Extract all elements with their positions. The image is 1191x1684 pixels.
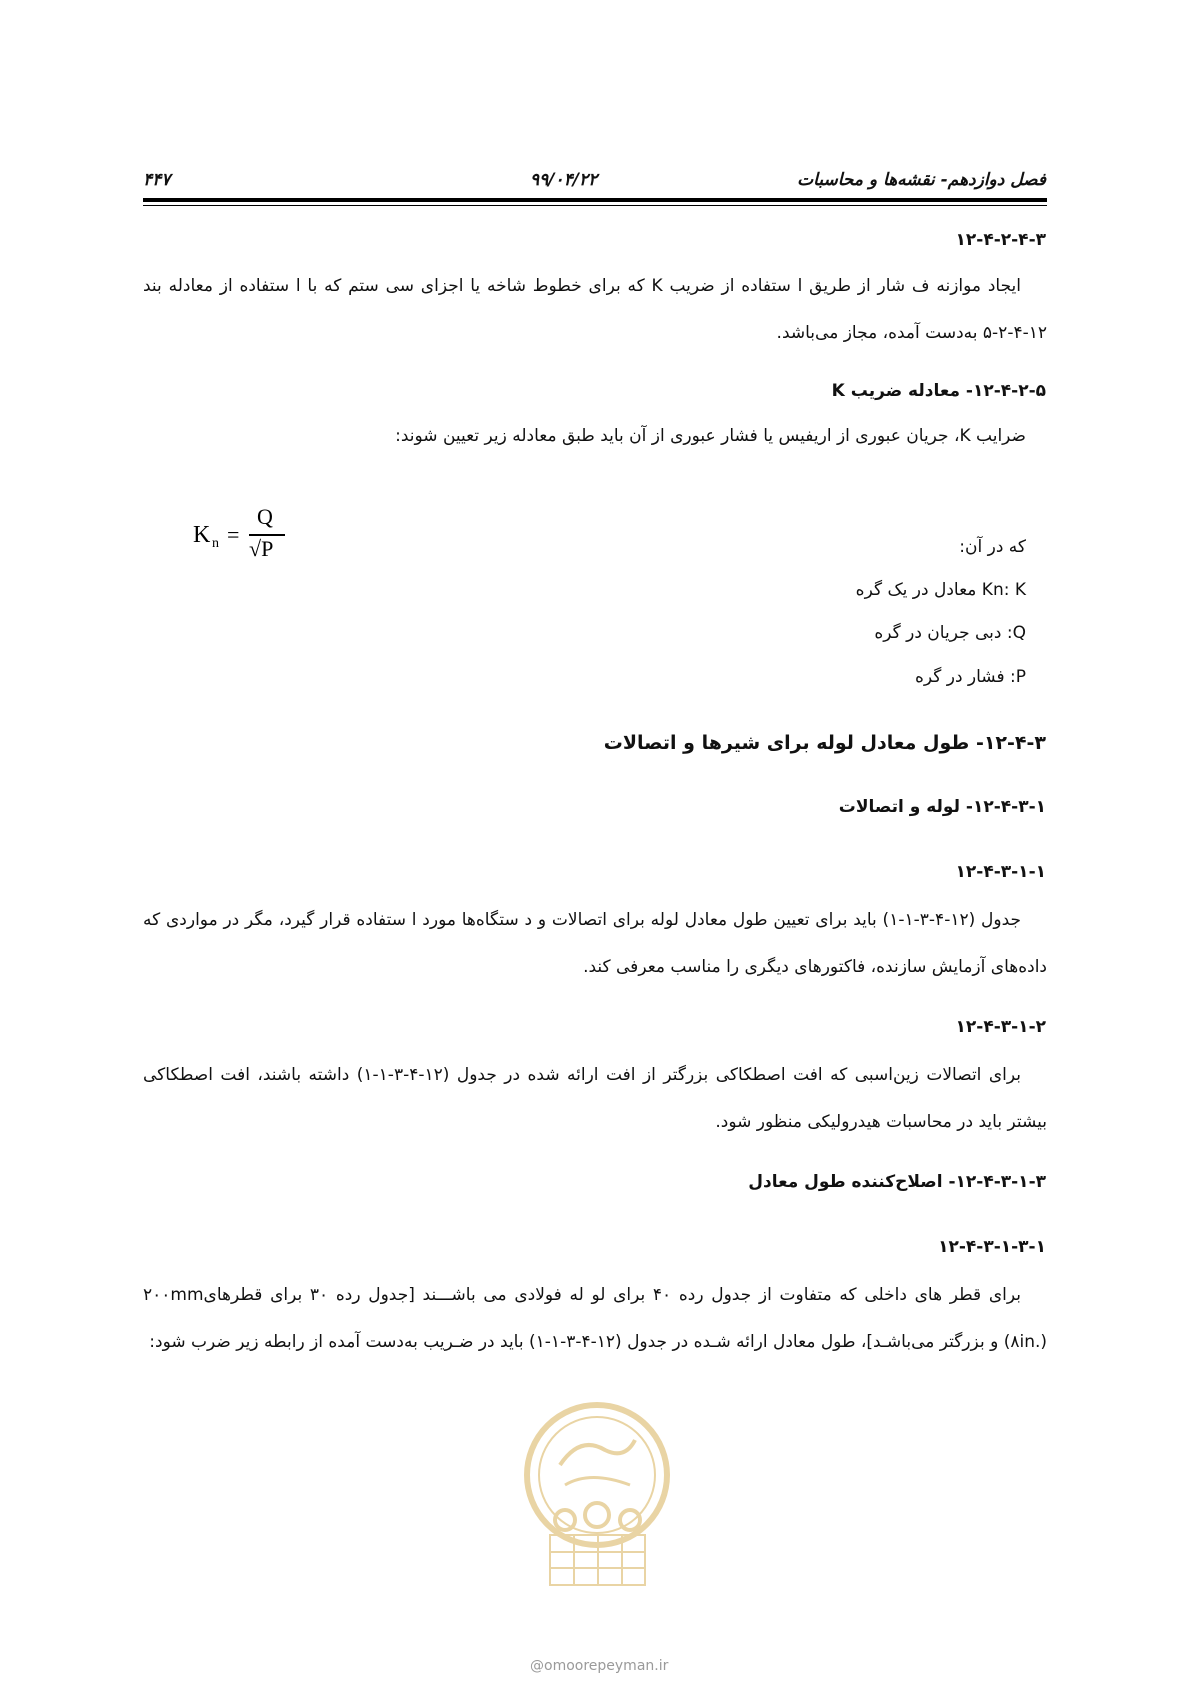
definition-kn: Kn: K معادل در یک گره <box>855 580 1026 600</box>
k-factor-formula <box>193 504 303 582</box>
section-heading-12-4-3-1-2: ۱۲-۴-۳-۱-۲ <box>955 1017 1046 1037</box>
paragraph-k-factor: ضرایب K، جریان عبوری از اریفیس یا فشار عبوری از آن باید طبق معادله زیر تعیین شوند: <box>395 426 1026 446</box>
section-heading-equivalent-length: ۱۲-۴-۳- طول معادل لوله برای شیرها و اتصالات <box>603 732 1046 754</box>
paragraph-table-usage: جدول (۱۲-۴-۳-۱-۱) باید برای تعیین طول معادل لوله برای اتصالات و د ستگاه‌ها مورد ا ستفاده قرار گیرد، مگر در مواردی که داده‌های آزمایش سازنده، فاکتورهای دیگری را مناسب معرفی کند. <box>143 910 1047 977</box>
formula-k: K <box>193 522 211 548</box>
section-heading-length-modifier: ۱۲-۴-۳-۱-۳- اصلاح‌کننده طول معادل <box>748 1172 1046 1192</box>
chapter-title: فصل دوازدهم- نقشه‌ها و محاسبات <box>797 170 1046 190</box>
section-heading-pipe-fittings: ۱۲-۴-۳-۱- لوله و اتصالات <box>838 797 1046 817</box>
formula-subscript-n: n <box>212 536 219 551</box>
header-rule-thin <box>143 205 1047 206</box>
formula-denominator: √P <box>249 536 274 561</box>
formula-equals: = <box>227 522 240 547</box>
header-date: ۹۹/۰۴/۲۲ <box>530 170 598 190</box>
definition-q: Q: دبی جریان در گره <box>874 623 1026 643</box>
watermark-seal <box>510 1395 685 1590</box>
section-heading-12-4-3-1-3-1: ۱۲-۴-۳-۱-۳-۱ <box>938 1237 1046 1257</box>
section-heading-k-factor-equation: ۱۲-۴-۲-۵- معادله ضریب K <box>831 381 1046 401</box>
paragraph-internal-diameters: برای قطر های داخلی که متفاوت از جدول رده ۴۰ برای لو له فولادی می باشـــند [جدول رده ۳۰ برای قطرهای۲۰۰mm (۸in.) و بزرگتر می‌باشـد]، طول معادل ارائه شـده در جدول (۱۲-۴-۳-۱-۱) باید در ضـریب به‌دست آمده از رابطه زیر ضرب شود: <box>143 1285 1047 1352</box>
header-rule-thick <box>143 198 1047 202</box>
formula-numerator: Q <box>257 504 273 529</box>
page-number: ۴۴۷ <box>143 170 171 190</box>
definition-p: P: فشار در گره <box>914 667 1026 687</box>
section-heading-12-4-3-1-1: ۱۲-۴-۳-۱-۱ <box>955 862 1046 882</box>
paragraph-saddle-fittings: برای اتصالات زین‌اسبی که افت اصطکاکی بزرگتر از افت ارائه شده در جدول (۱۲-۴-۳-۱-۱) داشته باشند، افت اصطکاکی بیشتر باید در محاسبات هیدرولیکی منظور شود. <box>143 1065 1047 1132</box>
watermark-site: @omoorepeyman.ir <box>530 1658 669 1674</box>
paragraph-pressure-balance: ایجاد موازنه ف شار از طریق ا ستفاده از ضریب K که برای خطوط شاخه یا اجزای سی ستم که با ا ستفاده از معادله بند ۱۲-۴-۲-۵ به‌دست آمده، مجاز می‌باشد. <box>143 276 1047 343</box>
where-label: که در آن: <box>959 537 1026 557</box>
section-heading-12-4-2-4-3: ۱۲-۴-۲-۴-۳ <box>955 230 1046 250</box>
